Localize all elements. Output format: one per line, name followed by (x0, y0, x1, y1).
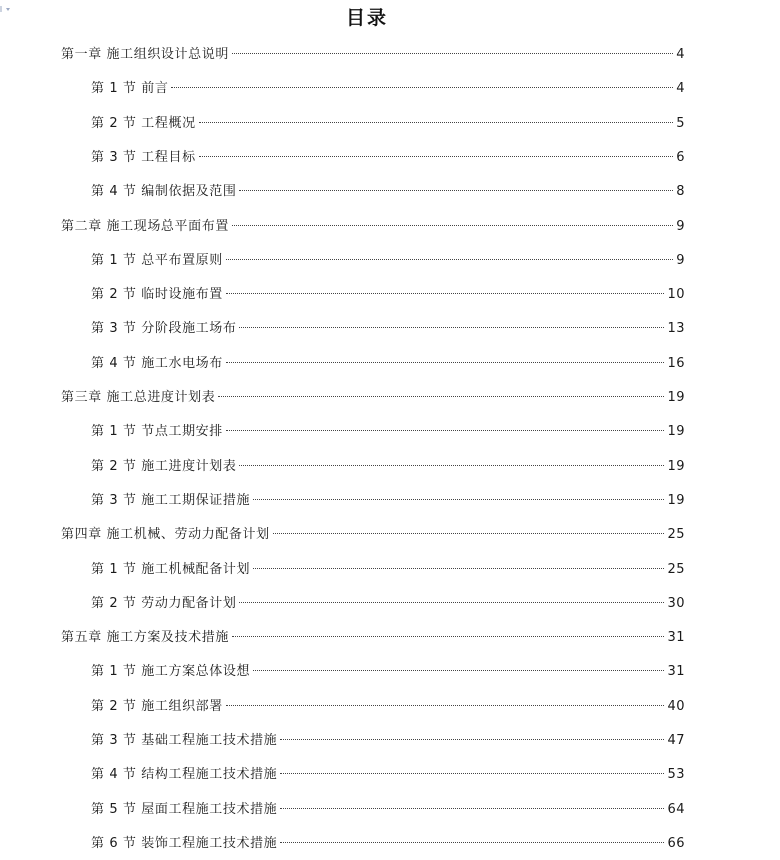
toc-page-number: 8 (676, 184, 685, 200)
toc-dot-leader (273, 533, 665, 534)
toc-page-number: 13 (667, 321, 685, 337)
toc-dot-leader (226, 259, 673, 260)
toc-section-entry[interactable] (91, 697, 685, 717)
toc-chapter-entry[interactable] (61, 217, 685, 237)
toc-section-entry[interactable] (91, 422, 685, 442)
toc-entry-label: 第 4 节 编制依据及范围 (91, 184, 237, 200)
toc-dot-leader (280, 739, 664, 740)
toc-chapter-entry[interactable] (61, 45, 685, 65)
toc-chapter-entry[interactable] (61, 388, 685, 408)
toc-dot-leader (253, 568, 664, 569)
toc-entry-label: 第 2 节 施工进度计划表 (91, 458, 237, 474)
toc-dot-leader (232, 53, 673, 54)
toc-dot-leader (226, 705, 665, 706)
toc-section-entry[interactable] (91, 251, 685, 271)
toc-page-number: 19 (667, 390, 685, 405)
toc-page-number: 9 (676, 252, 685, 268)
toc-entry-label: 第 4 节 施工水电场布 (91, 355, 223, 371)
toc-page-number: 10 (667, 287, 685, 303)
toc-dot-leader (226, 362, 665, 363)
toc-section-entry[interactable] (91, 800, 685, 820)
toc-page-number: 5 (676, 115, 685, 131)
toc-entry-label: 第 3 节 工程目标 (91, 149, 196, 165)
toc-entry-label: 第二章 施工现场总平面布置 (61, 218, 229, 234)
toc-section-entry[interactable] (91, 285, 685, 305)
toc-page-number: 16 (667, 355, 685, 371)
toc-dot-leader (280, 773, 664, 774)
toc-page-number: 47 (667, 733, 685, 748)
toc-page-number: 31 (667, 664, 685, 680)
toc-page-number: 9 (676, 218, 685, 234)
toc-section-entry[interactable] (91, 182, 685, 202)
toc-section-entry[interactable] (91, 354, 685, 374)
toc-entry-label: 第一章 施工组织设计总说明 (61, 47, 229, 62)
toc-entry-label: 第 2 节 临时设施布置 (91, 287, 223, 303)
toc-page-number: 19 (667, 458, 685, 474)
toc-section-entry[interactable] (91, 731, 685, 751)
toc-entry-label: 第三章 施工总进度计划表 (61, 390, 216, 405)
toc-dot-leader (232, 636, 665, 637)
toc-dot-leader (199, 122, 674, 123)
toc-page-number: 30 (667, 595, 685, 611)
toc-page-number: 40 (667, 698, 685, 714)
toc-entry-label: 第五章 施工方案及技术措施 (61, 630, 229, 646)
toc-entry-label: 第 5 节 屋面工程施工技术措施 (91, 801, 278, 817)
toc-entry-label: 第 2 节 施工组织部署 (91, 698, 223, 714)
toc-entry-label: 第四章 施工机械、劳动力配备计划 (61, 527, 270, 543)
toc-dot-leader (226, 293, 665, 294)
toc-dot-leader (239, 327, 664, 328)
toc-page-number: 64 (667, 801, 685, 817)
toc-entry-label: 第 1 节 施工方案总体设想 (91, 664, 251, 680)
toc-section-entry[interactable] (91, 560, 685, 580)
toc-page-number: 4 (676, 47, 685, 62)
toc-dot-leader (199, 156, 674, 157)
toc-entry-label: 第 1 节 总平布置原则 (91, 252, 223, 268)
toc-entry-label: 第 3 节 基础工程施工技术措施 (91, 733, 278, 748)
toc-entry-label: 第 4 节 结构工程施工技术措施 (91, 767, 278, 783)
toc-entry-label: 第 3 节 施工工期保证措施 (91, 492, 251, 508)
toc-dot-leader (280, 842, 664, 843)
toc-page-number: 25 (667, 527, 685, 543)
toc-page-number: 6 (676, 149, 685, 165)
toc-page-number: 25 (667, 561, 685, 577)
toc-entry-label: 第 3 节 分阶段施工场布 (91, 321, 237, 337)
toc-entry-label: 第 1 节 前言 (91, 81, 169, 97)
toc-dot-leader (239, 602, 664, 603)
toc-dot-leader (239, 465, 664, 466)
toc-section-entry[interactable] (91, 319, 685, 339)
toc-dot-leader (232, 225, 673, 226)
toc-chapter-entry[interactable] (61, 525, 685, 545)
toc-page-number: 19 (667, 424, 685, 440)
toc-section-entry[interactable] (91, 491, 685, 511)
toc-section-entry[interactable] (91, 662, 685, 682)
toc-dot-leader (280, 808, 664, 809)
toc-dot-leader (253, 499, 664, 500)
toc-page-number: 4 (676, 81, 685, 97)
toc-section-entry[interactable] (91, 148, 685, 168)
toc-section-entry[interactable] (91, 79, 685, 99)
toc-entry-label: 第 1 节 节点工期安排 (91, 424, 223, 440)
toc-dot-leader (218, 396, 664, 397)
toc-page-number: 19 (667, 492, 685, 508)
toc-dot-leader (226, 430, 665, 431)
toc-entry-label: 第 6 节 装饰工程施工技术措施 (91, 835, 278, 851)
toc-dot-leader (171, 87, 673, 88)
toc-section-entry[interactable] (91, 114, 685, 134)
toc-entry-label: 第 2 节 劳动力配备计划 (91, 595, 237, 611)
toc-dot-leader (253, 670, 664, 671)
toc-page-number: 31 (667, 630, 685, 646)
toc-section-entry[interactable] (91, 594, 685, 614)
toc-section-entry[interactable] (91, 457, 685, 477)
toc-section-entry[interactable] (91, 834, 685, 854)
toc-title: 目录 (345, 7, 388, 29)
toc-entry-label: 第 1 节 施工机械配备计划 (91, 561, 251, 577)
toc-page-number: 53 (667, 767, 685, 783)
toc-entry-label: 第 2 节 工程概况 (91, 115, 196, 131)
toc-dot-leader (239, 190, 673, 191)
toc-page-number: 66 (667, 835, 685, 851)
toc-chapter-entry[interactable] (61, 628, 685, 648)
toc-section-entry[interactable] (91, 765, 685, 785)
